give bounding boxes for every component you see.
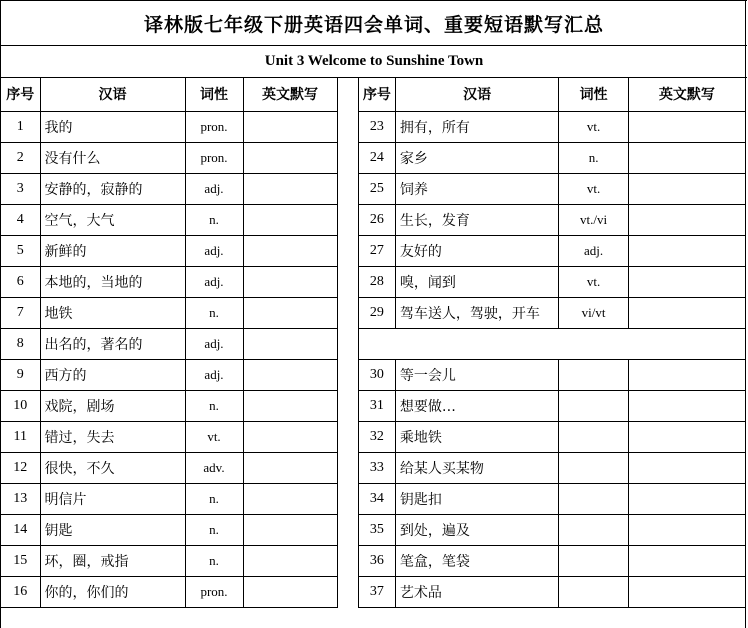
row-number: 5 (1, 235, 40, 266)
table-row (359, 111, 746, 142)
chinese-meaning: 环，圈，戒指 (40, 545, 185, 576)
part-of-speech: adj. (185, 359, 243, 390)
part-of-speech: vt./vi (559, 204, 628, 235)
english-answer-cell[interactable] (628, 483, 745, 514)
part-of-speech: n. (559, 142, 628, 173)
table-row (1, 142, 337, 173)
row-number: 29 (359, 297, 396, 328)
chinese-meaning: 钥匙 (40, 514, 185, 545)
chinese-meaning: 友好的 (395, 235, 559, 266)
english-answer-cell[interactable] (243, 142, 337, 173)
english-answer-cell[interactable] (628, 173, 745, 204)
chinese-meaning: 西方的 (40, 359, 185, 390)
english-answer-cell[interactable] (628, 297, 745, 328)
row-number: 14 (1, 514, 40, 545)
table-row (1, 359, 337, 390)
chinese-meaning: 饲养 (395, 173, 559, 204)
part-of-speech: n. (185, 390, 243, 421)
part-of-speech: adj. (559, 235, 628, 266)
page-title: 译林版七年级下册英语四会单词、重要短语默写汇总 (1, 0, 747, 46)
row-number: 36 (359, 545, 396, 576)
chinese-meaning: 想要做… (395, 390, 559, 421)
header-row (1, 78, 337, 111)
row-number: 9 (1, 359, 40, 390)
english-answer-cell[interactable] (628, 142, 745, 173)
table-row (359, 390, 746, 421)
english-answer-cell[interactable] (243, 576, 337, 607)
english-answer-cell[interactable] (243, 235, 337, 266)
part-of-speech: n. (185, 483, 243, 514)
english-answer-cell[interactable] (243, 204, 337, 235)
row-number: 7 (1, 297, 40, 328)
chinese-meaning: 艺术品 (395, 576, 559, 607)
english-answer-cell[interactable] (628, 359, 745, 390)
english-answer-cell[interactable] (243, 297, 337, 328)
chinese-meaning: 到处，遍及 (395, 514, 559, 545)
part-of-speech (559, 576, 628, 607)
part-of-speech: vt. (559, 173, 628, 204)
header-num: 序号 (1, 78, 40, 111)
table-row (1, 266, 337, 297)
part-of-speech: pron. (185, 111, 243, 142)
part-of-speech: pron. (185, 576, 243, 607)
table-row (359, 142, 746, 173)
table-row (359, 173, 746, 204)
english-answer-cell[interactable] (243, 452, 337, 483)
table-row (359, 483, 746, 514)
part-of-speech: n. (185, 204, 243, 235)
english-answer-cell[interactable] (628, 390, 745, 421)
chinese-meaning: 没有什么 (40, 142, 185, 173)
english-answer-cell[interactable] (628, 111, 745, 142)
row-number: 24 (359, 142, 396, 173)
row-number: 30 (359, 359, 396, 390)
row-number: 32 (359, 421, 396, 452)
part-of-speech: vt. (559, 111, 628, 142)
header-pos: 词性 (559, 78, 628, 111)
row-number: 15 (1, 545, 40, 576)
english-answer-cell[interactable] (628, 421, 745, 452)
table-row (1, 328, 337, 359)
row-number: 25 (359, 173, 396, 204)
row-number: 4 (1, 204, 40, 235)
table-row (1, 452, 337, 483)
part-of-speech: n. (185, 545, 243, 576)
row-number: 13 (1, 483, 40, 514)
table-row (1, 421, 337, 452)
part-of-speech (559, 545, 628, 576)
chinese-meaning: 戏院，剧场 (40, 390, 185, 421)
english-answer-cell[interactable] (243, 328, 337, 359)
chinese-meaning: 给某人买某物 (395, 452, 559, 483)
part-of-speech: adj. (185, 328, 243, 359)
table-row (359, 452, 746, 483)
table-row (1, 390, 337, 421)
header-en: 英文默写 (628, 78, 745, 111)
header-num: 序号 (359, 78, 396, 111)
english-answer-cell[interactable] (628, 576, 745, 607)
table-row (1, 173, 337, 204)
part-of-speech: n. (185, 297, 243, 328)
part-of-speech (559, 421, 628, 452)
merged-blank-cell (359, 328, 746, 359)
header-en: 英文默写 (243, 78, 337, 111)
english-answer-cell[interactable] (243, 545, 337, 576)
chinese-meaning: 驾车送人，驾驶，开车 (395, 297, 559, 328)
english-answer-cell[interactable] (243, 173, 337, 204)
table-row (1, 204, 337, 235)
chinese-meaning: 错过，失去 (40, 421, 185, 452)
part-of-speech: vi/vt (559, 297, 628, 328)
row-number: 23 (359, 111, 396, 142)
chinese-meaning: 空气，大气 (40, 204, 185, 235)
table-row (359, 359, 746, 390)
row-number: 34 (359, 483, 396, 514)
vocab-table-right (358, 78, 745, 608)
row-number: 6 (1, 266, 40, 297)
table-row (1, 576, 337, 607)
row-number: 27 (359, 235, 396, 266)
table-row (359, 204, 746, 235)
row-number: 37 (359, 576, 396, 607)
part-of-speech (559, 359, 628, 390)
row-number: 10 (1, 390, 40, 421)
row-number: 1 (1, 111, 40, 142)
english-answer-cell[interactable] (628, 266, 745, 297)
table-row (1, 545, 337, 576)
table-row (359, 545, 746, 576)
chinese-meaning: 嗅，闻到 (395, 266, 559, 297)
table-row (1, 514, 337, 545)
chinese-meaning: 本地的，当地的 (40, 266, 185, 297)
chinese-meaning: 新鲜的 (40, 235, 185, 266)
row-number: 11 (1, 421, 40, 452)
table-row (359, 514, 746, 545)
part-of-speech: adv. (185, 452, 243, 483)
chinese-meaning: 拥有，所有 (395, 111, 559, 142)
part-of-speech: adj. (185, 266, 243, 297)
part-of-speech (559, 514, 628, 545)
table-row (359, 421, 746, 452)
part-of-speech: adj. (185, 235, 243, 266)
english-answer-cell[interactable] (628, 204, 745, 235)
row-number: 28 (359, 266, 396, 297)
part-of-speech: vt. (185, 421, 243, 452)
table-row (359, 235, 746, 266)
chinese-meaning: 我的 (40, 111, 185, 142)
table-row (1, 111, 337, 142)
english-answer-cell[interactable] (628, 235, 745, 266)
english-answer-cell[interactable] (243, 421, 337, 452)
row-number: 16 (1, 576, 40, 607)
header-cn: 汉语 (395, 78, 559, 111)
part-of-speech: vt. (559, 266, 628, 297)
table-row (1, 297, 337, 328)
chinese-meaning: 等一会儿 (395, 359, 559, 390)
row-number: 33 (359, 452, 396, 483)
table-row (359, 576, 746, 607)
part-of-speech: pron. (185, 142, 243, 173)
vocab-table-left (1, 78, 338, 608)
part-of-speech (559, 483, 628, 514)
part-of-speech: n. (185, 514, 243, 545)
table-row (359, 266, 746, 297)
unit-subtitle: Unit 3 Welcome to Sunshine Town (1, 46, 747, 78)
part-of-speech (559, 452, 628, 483)
row-number: 12 (1, 452, 40, 483)
chinese-meaning: 很快，不久 (40, 452, 185, 483)
english-answer-cell[interactable] (628, 452, 745, 483)
row-number: 26 (359, 204, 396, 235)
part-of-speech (559, 390, 628, 421)
row-number: 3 (1, 173, 40, 204)
chinese-meaning: 乘地铁 (395, 421, 559, 452)
english-answer-cell[interactable] (243, 514, 337, 545)
chinese-meaning: 出名的，著名的 (40, 328, 185, 359)
english-answer-cell[interactable] (243, 390, 337, 421)
chinese-meaning: 地铁 (40, 297, 185, 328)
english-answer-cell[interactable] (628, 545, 745, 576)
english-answer-cell[interactable] (243, 359, 337, 390)
english-answer-cell[interactable] (243, 111, 337, 142)
table-row (359, 297, 746, 328)
chinese-meaning: 安静的，寂静的 (40, 173, 185, 204)
row-number: 2 (1, 142, 40, 173)
table-row (359, 328, 746, 359)
chinese-meaning: 明信片 (40, 483, 185, 514)
header-cn: 汉语 (40, 78, 185, 111)
row-number: 35 (359, 514, 396, 545)
part-of-speech: adj. (185, 173, 243, 204)
chinese-meaning: 你的，你们的 (40, 576, 185, 607)
english-answer-cell[interactable] (243, 266, 337, 297)
chinese-meaning: 笔盒，笔袋 (395, 545, 559, 576)
chinese-meaning: 钥匙扣 (395, 483, 559, 514)
chinese-meaning: 家乡 (395, 142, 559, 173)
row-number: 8 (1, 328, 40, 359)
english-answer-cell[interactable] (243, 483, 337, 514)
table-row (1, 235, 337, 266)
header-row (359, 78, 746, 111)
english-answer-cell[interactable] (628, 514, 745, 545)
header-pos: 词性 (185, 78, 243, 111)
row-number: 31 (359, 390, 396, 421)
table-row (1, 483, 337, 514)
chinese-meaning: 生长，发育 (395, 204, 559, 235)
